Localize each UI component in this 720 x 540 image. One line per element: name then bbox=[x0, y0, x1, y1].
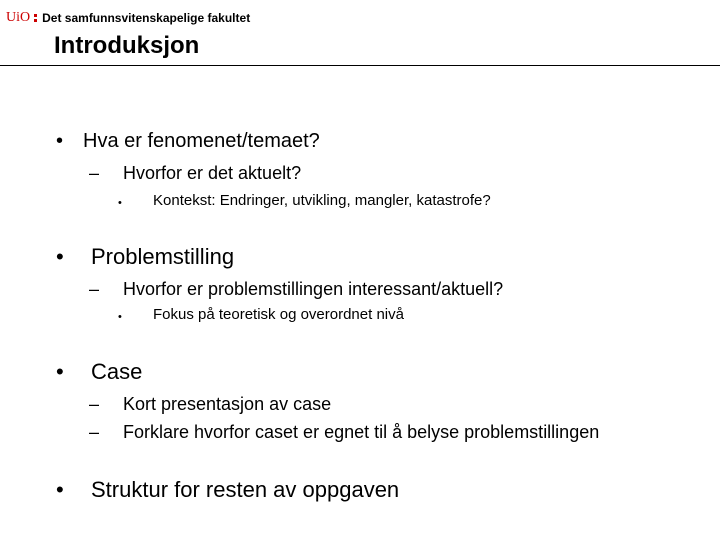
bullet-dot-icon: • bbox=[56, 359, 64, 384]
bullet-dot-icon: • bbox=[56, 477, 64, 502]
bullet-text: Case bbox=[91, 359, 143, 384]
bullet-dash-icon: – bbox=[89, 279, 100, 299]
bullet-dot-icon: • bbox=[118, 311, 122, 323]
bullet-dash-icon: – bbox=[89, 422, 100, 442]
bullet-text: Struktur for resten av oppgaven bbox=[91, 477, 400, 502]
faculty-header bbox=[6, 9, 250, 27]
bullet-dash-icon: – bbox=[89, 163, 100, 183]
bullet-text: Hvorfor er problemstillingen interessant/aktuell? bbox=[123, 279, 504, 299]
bullet-text: Kort presentasjon av case bbox=[123, 394, 332, 414]
faculty-name: Det samfunnsvitenskapelige fakultet bbox=[42, 11, 251, 25]
bullet-dot-icon: • bbox=[56, 130, 64, 152]
uio-logo: UiO bbox=[6, 10, 31, 25]
bullet-text: Hva er fenomenet/temaet? bbox=[83, 130, 320, 152]
slide-title: Introduksjon bbox=[54, 32, 200, 59]
bullet-text: Hvorfor er det aktuelt? bbox=[123, 163, 302, 183]
bullet-dash-icon: – bbox=[89, 394, 100, 414]
logo-separator-icon bbox=[34, 12, 37, 24]
bullet-text: Kontekst: Endringer, utvikling, mangler, katastrofe? bbox=[153, 192, 491, 209]
bullet-text: Problemstilling bbox=[91, 244, 235, 269]
bullet-text: Fokus på teoretisk og overordnet nivå bbox=[153, 306, 404, 323]
bullet-dot-icon: • bbox=[118, 197, 122, 209]
bullet-dot-icon: • bbox=[56, 244, 64, 269]
bullet-text: Forklare hvorfor caset er egnet til å belyse problemstillingen bbox=[123, 422, 600, 442]
title-divider bbox=[0, 65, 720, 66]
